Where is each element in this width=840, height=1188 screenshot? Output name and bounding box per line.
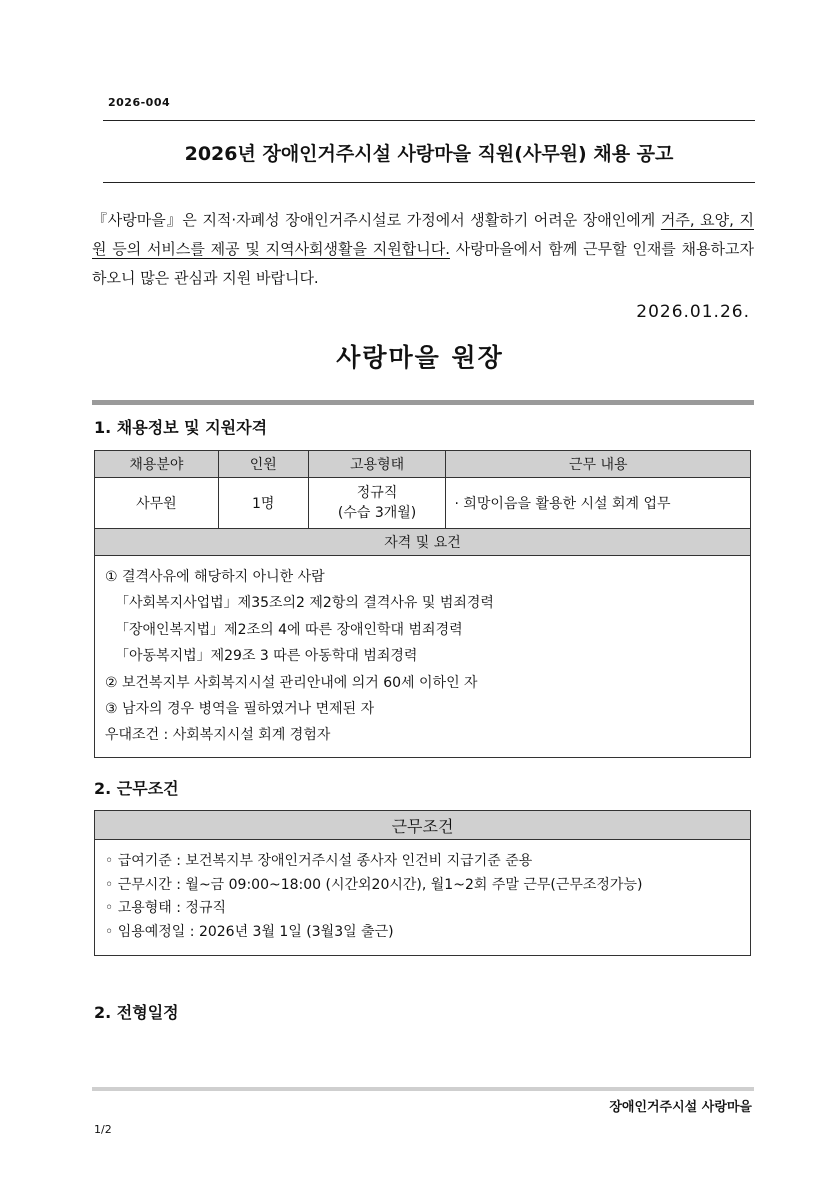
section3-heading: 2. 전형일정 [94, 1003, 179, 1022]
condition-item: ◦ 고용형태 : 정규직 [105, 900, 226, 916]
condition-item: ◦ 근무시간 : 월~금 09:00~18:00 (시간외20시간), 월1~2회 주말 근무(근무조정가능) [105, 876, 643, 893]
condition-item: ◦ 임용예정일 : 2026년 3월 1일 (3월3일 출근) [105, 923, 394, 940]
cell-employment-type [308, 478, 446, 529]
qualification-list [95, 556, 751, 758]
qualification-item: ② 보건복지부 사회복지시설 관리안내에 의거 60세 이하인 자 [105, 674, 478, 691]
cell-duty: · 희망이음을 활용한 시설 회계 업무 [446, 478, 751, 529]
section2-heading: 2. 근무조건 [94, 779, 179, 798]
cell-count: 1명 [218, 478, 308, 529]
conditions-header: 근무조건 [95, 811, 751, 840]
conditions-row [95, 840, 751, 956]
table-header-row [95, 451, 751, 478]
header-employment-type: 고용형태 [308, 451, 446, 478]
intro-text-1: 『사랑마을』은 지적·자폐성 장애인거주시설로 가정에서 생활하기 어려운 장애인에게 [92, 211, 661, 229]
document-number: 2026-004 [108, 96, 171, 109]
section1-heading: 1. 채용정보 및 지원자격 [94, 418, 268, 437]
qualification-item: ③ 남자의 경우 병역을 필하였거나 면제된 자 [105, 701, 375, 718]
work-conditions-table [94, 810, 751, 956]
recruitment-table [94, 450, 751, 758]
qualification-item: 「장애인복지법」제2조의 4에 따른 장애인학대 범죄경력 [115, 621, 463, 638]
qualification-item: 「사회복지사업법」제35조의2 제2항의 결격사유 및 범죄경력 [115, 595, 494, 612]
signer: 사랑마을 원장 [336, 343, 504, 372]
qualification-item: 우대조건 : 사회복지시설 회계 경험자 [105, 727, 331, 744]
intro-text-2: 사랑마을에서 함께 근무할 인재를 채용하고자 하오니 많은 관심과 지원 바랍니다. [92, 240, 754, 287]
footer-divider [92, 1087, 754, 1091]
header-count: 인원 [218, 451, 308, 478]
header-field: 채용분야 [95, 451, 219, 478]
conditions-list [95, 840, 751, 956]
qualification-header-row [95, 529, 751, 556]
cell-field: 사무원 [95, 478, 219, 529]
title-top-rule [103, 120, 755, 121]
conditions-header-row [95, 811, 751, 840]
page-number: 1/2 [94, 1123, 112, 1136]
section-divider [92, 400, 754, 405]
header-duty: 근무 내용 [446, 451, 751, 478]
intro-text-underlined: 거주, 요양, 지원 등의 서비스를 제공 및 지역사회생활을 지원합니다. [92, 211, 754, 258]
qualification-header: 자격 및 요건 [95, 529, 751, 556]
announcement-date: 2026.01.26. [636, 302, 750, 322]
employment-line-1: 정규직 [356, 485, 398, 501]
table-row [95, 478, 751, 529]
page-title: 2026년 장애인거주시설 사랑마을 직원(사무원) 채용 공고 [184, 143, 674, 165]
qualification-item: 「아동복지법」제29조 3 따른 아동학대 범죄경력 [115, 648, 418, 665]
footer-organization: 장애인거주시설 사랑마을 [609, 1100, 752, 1115]
title-bottom-rule [103, 182, 755, 183]
qualification-item: ① 결격사유에 해당하지 아니한 사람 [105, 569, 325, 585]
qualification-row [95, 556, 751, 758]
employment-line-2: (수습 3개월) [337, 505, 417, 521]
condition-item: ◦ 급여기준 : 보건복지부 장애인거주시설 종사자 인건비 지급기준 준용 [105, 853, 533, 869]
intro-paragraph [92, 206, 754, 293]
